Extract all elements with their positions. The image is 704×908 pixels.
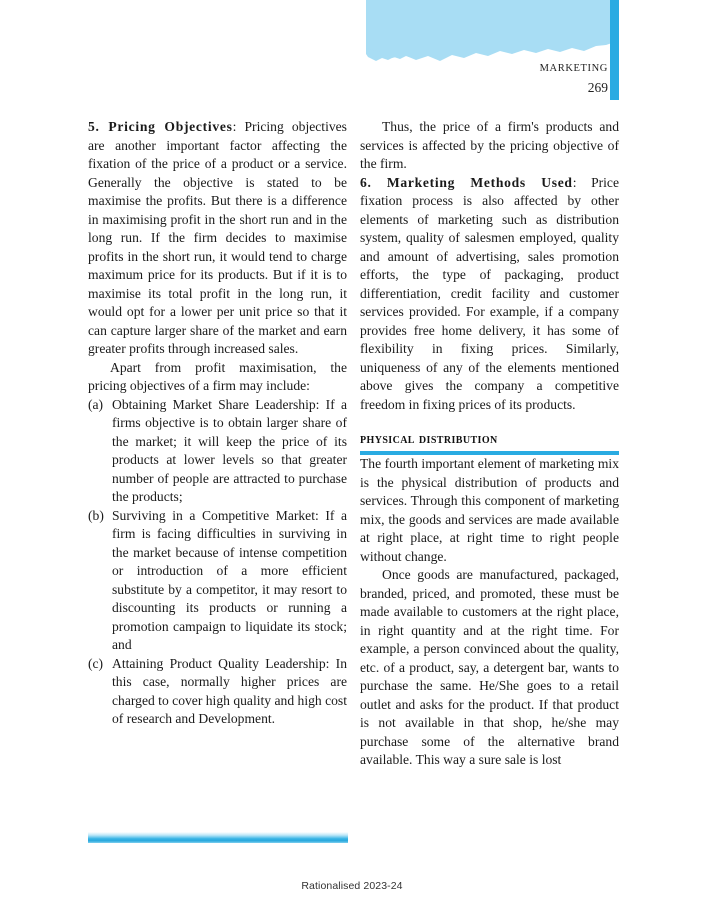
paragraph-pricing-objectives xyxy=(88,118,347,359)
list-item-text: Obtaining Market Share Leadership: If a firms objective is to obtain larger share of the market; it will keep the price of its products at lower levels so that greater number of people are attracted to purchase the products; xyxy=(112,396,347,504)
right-column xyxy=(360,118,619,770)
list-item-marker: (b) xyxy=(88,507,104,523)
paragraph-thus-price: Thus, the price of a firm's products and services is affected by the pricing objective of the firm. xyxy=(360,119,619,171)
list-item xyxy=(88,396,347,507)
paragraph-lead-label: 5. Pricing Objectives xyxy=(88,119,233,134)
footer-note: Rationalised 2023-24 xyxy=(301,880,403,892)
paragraph-text: : Pricing objectives are another important factor affecting the fixation of the price of a product or a service. Generally the objective is stated to be maximise the profits. But there is a difference in maximising profit in the short run and in the long run. If the firm decides to maximise profits in the short run, it would tend to charge maximum price for its products. But if it is to maximise its total profit in the long run, it would opt for a lower per unit price so that it can capture larger share of the market and earn greater profits through increased sales. xyxy=(88,119,347,356)
paragraph-text: : Price fixation process is also affected by other elements of marketing such as distribution system, quality of salesmen employed, quality and amount of advertising, sales promotion efforts, the type of packaging, product differentiation, credit facility and customer services provided. For example, if a company provides free home delivery, it has some of flexibility in fixing prices. Similarly, uniqueness of any of the elements mentioned above gives the company a competitive freedom in fixing prices of its products. xyxy=(360,174,620,412)
header-accent-bar xyxy=(610,0,619,100)
torn-paper-shape xyxy=(366,0,612,61)
paragraph-apart-from-profit: Apart from profit maximisation, the pricing objectives of a firm may include: xyxy=(88,359,347,393)
list-item xyxy=(88,655,347,729)
bottom-accent-bar xyxy=(88,832,348,843)
paragraph-marketing-methods xyxy=(360,174,619,415)
left-column xyxy=(88,118,347,729)
list-item-text: Attaining Product Quality Leadership: In this case, normally higher prices are charged to cover high quality and high cost of research and Development. xyxy=(112,655,347,726)
paragraph-fourth-element: The fourth important element of marketing mix is the physical distribution of products and services. Through this component of marketing mix, the goods and services are made available at right place, at right time to right people without change. xyxy=(360,456,619,564)
running-head xyxy=(360,62,608,98)
chapter-name: MARKETING xyxy=(539,63,608,74)
section-heading-block xyxy=(360,430,619,455)
list-item xyxy=(88,507,347,655)
list-item-marker: (a) xyxy=(88,396,104,412)
list-item-marker: (c) xyxy=(88,655,104,671)
section-heading-physical-distribution: physical distribution xyxy=(360,431,498,447)
list-item-text: Surviving in a Competitive Market: If a firm is facing difficulties in surviving in the market because of intense competition or introduction of a more efficient substitute by a competitor, it may resort to discounting its products or running a promotion campaign to liquidate its stock; and xyxy=(112,507,347,652)
page-body xyxy=(88,118,620,828)
paragraph-once-goods: Once goods are manufactured, packaged, branded, priced, and promoted, these must be made available to customers at the right place, in right quantity and at the right time. For example, a person convinced about the quality, etc. of a product, say, a detergent bar, wants to purchase the same. He/She goes to a retail outlet and asks for the product. If that product is not available in that shop, he/she may purchase some of the alternative brand available. This way a sure sale is lost xyxy=(360,567,619,767)
paragraph-lead-label: 6. Marketing Methods Used xyxy=(360,174,573,190)
torn-paper-edge-lower xyxy=(366,36,612,61)
page-number: 269 xyxy=(587,80,608,95)
